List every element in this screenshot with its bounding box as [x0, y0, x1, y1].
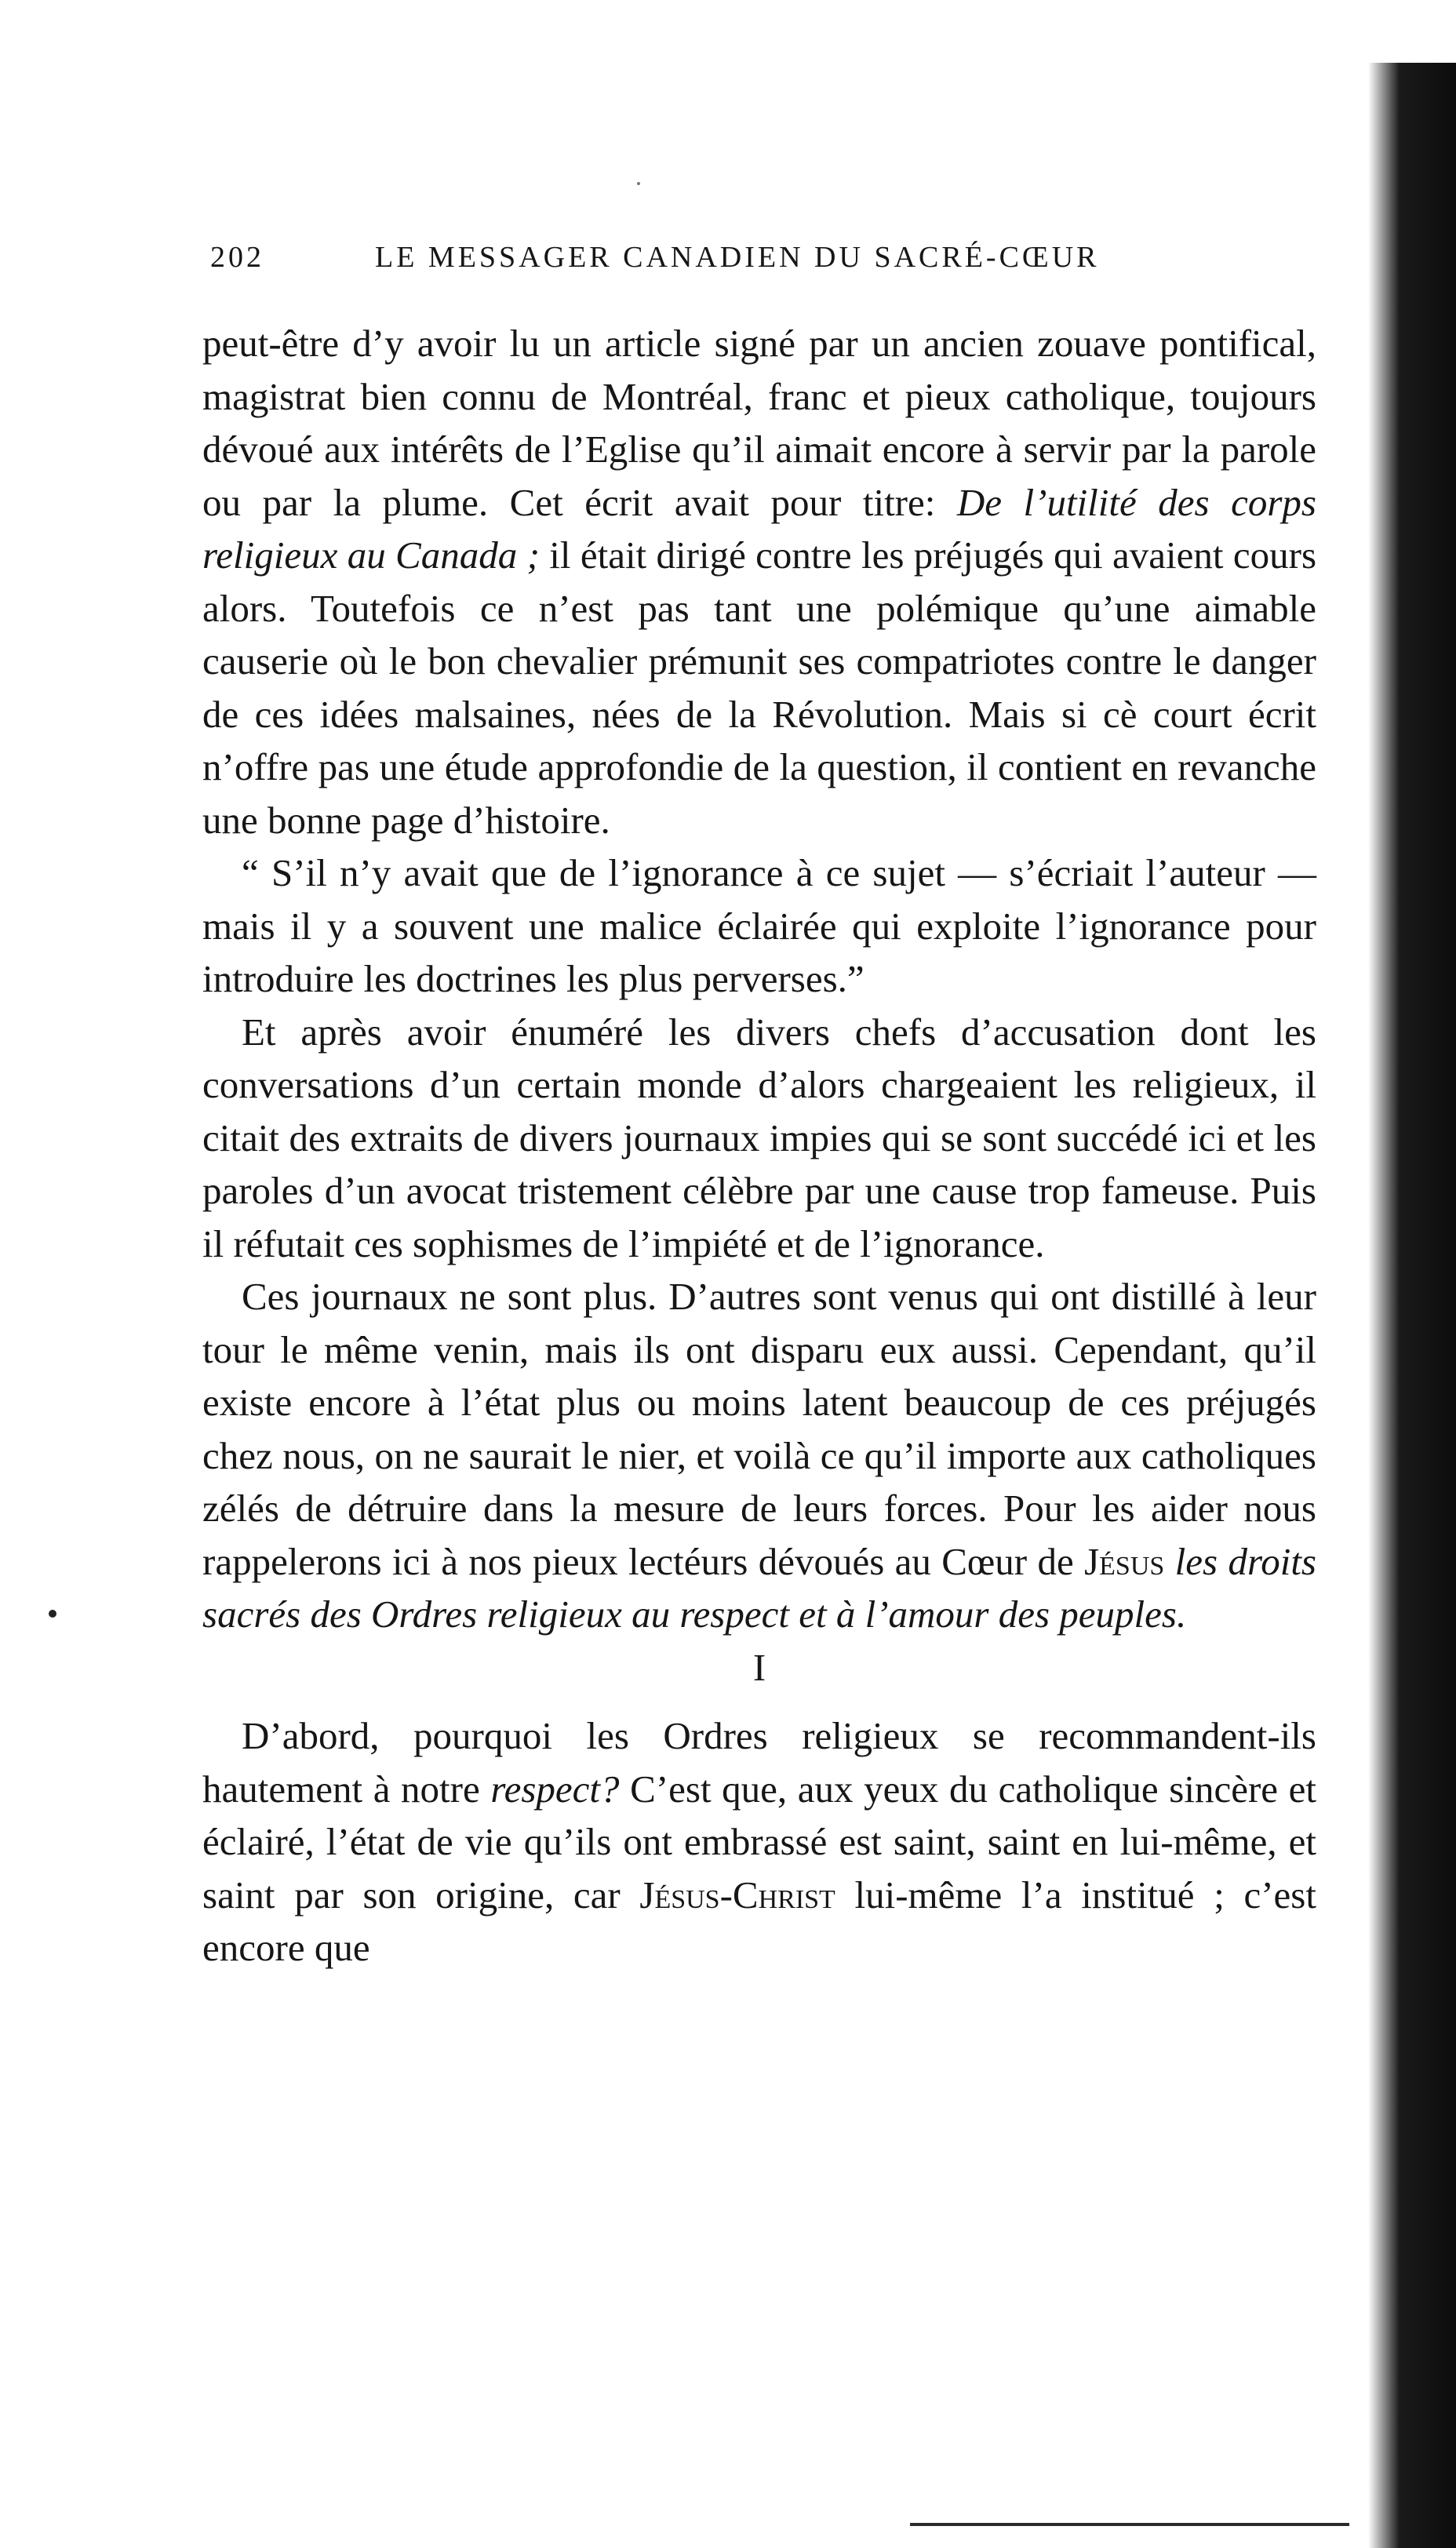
paragraph-5-text-e: lui-même l’a institué ; c’est encore que — [202, 1873, 1316, 1969]
paragraph-4-text-a: Ces journaux ne sont plus. D’autres sont venus qui ont distillé à leur tour le même venin, mais ils ont disparu eux aussi. Cependant, qu’il existe encore à l’état plus ou moins latent beaucoup de ces préjugés chez nous, on ne saurait le nier, et voilà ce qu’il importe aux catholiques zélés de détruire dans la mesure de leurs forces. Pour les aider nous rappelerons ici à nos pieux lectéurs dévoués au Cœur de — [202, 1275, 1316, 1583]
paragraph-4-italic: les droits sacrés des Ordres religieux au respect et à l’amour des peuples. — [202, 1539, 1317, 1636]
paragraph-4 — [202, 1270, 1316, 1641]
paragraph-5 — [202, 1709, 1316, 1975]
paragraph-1-text-a: peut-être d’y avoir lu un article signé par un ancien zouave pontifical, magistrat bien connu de Montréal, franc et pieux catholique, toujours dévoué aux intérêts de l’Eglise qu’il aimait encore à servir par la parole ou par la plume. Cet écrit avait pour titre: — [202, 322, 1316, 524]
section-number: I — [752, 1645, 766, 1689]
paragraph-5-italic: respect? — [490, 1767, 620, 1811]
paragraph-1-text-c: il était dirigé contre les préjugés qui avaient cours alors. Toutefois ce n’est pas tant une polémique qu’une aimable causerie où le bon chevalier prémunit ses compatriotes contre le danger de ces idées malsaines, nées de la Révolution. Mais si cè court écrit n’offre pas une étude approfondie de la question, il contient en revanche une bonne page d’histoire. — [202, 533, 1317, 842]
binding-edge — [1330, 63, 1456, 2548]
binding-edge-bottom — [910, 2523, 1349, 2526]
scan-speck — [637, 182, 640, 185]
paragraph-5-text-c: C’est que, aux yeux du catholique sincère et éclairé, l’état de vie qu’ils ont embrassé est saint, saint en lui-même, et saint par son origine, car — [202, 1767, 1317, 1916]
paragraph-1 — [202, 317, 1316, 846]
paragraph-2: “ S’il n’y avait que de l’ignorance à ce sujet — s’écriait l’auteur — mais il y a souvent une malice éclairée qui exploite l’ignorance pour introduire les doctrines les plus perverses.” — [202, 851, 1316, 1000]
page-number: 202 — [210, 241, 264, 274]
body-text — [202, 317, 1316, 1975]
running-title: LE MESSAGER CANADIEN DU SACRÉ-CŒUR — [375, 241, 1100, 274]
paragraph-4-name: Jésus — [1084, 1539, 1165, 1583]
running-header — [210, 240, 1230, 278]
paragraph-5-text-a: D’abord, pourquoi les Ordres religieux se recommandent-ils hautement à notre — [202, 1714, 1316, 1811]
scan-speck — [49, 1610, 56, 1618]
article-title: De l’utilité des corps religieux au Canada ; — [202, 480, 1316, 577]
paragraph-3: Et après avoir énuméré les divers chefs d’accusation dont les conversations d’un certain monde d’alors chargeaient les religieux, il citait des extraits de divers journaux impies qui se sont succédé ici et les paroles d’un avocat tristement célèbre par une cause trop fameuse. Puis il réfutait ces sophismes de l’impiété et de l’ignorance. — [202, 1010, 1316, 1265]
paragraph-5-name: Jésus-Christ — [639, 1873, 835, 1916]
